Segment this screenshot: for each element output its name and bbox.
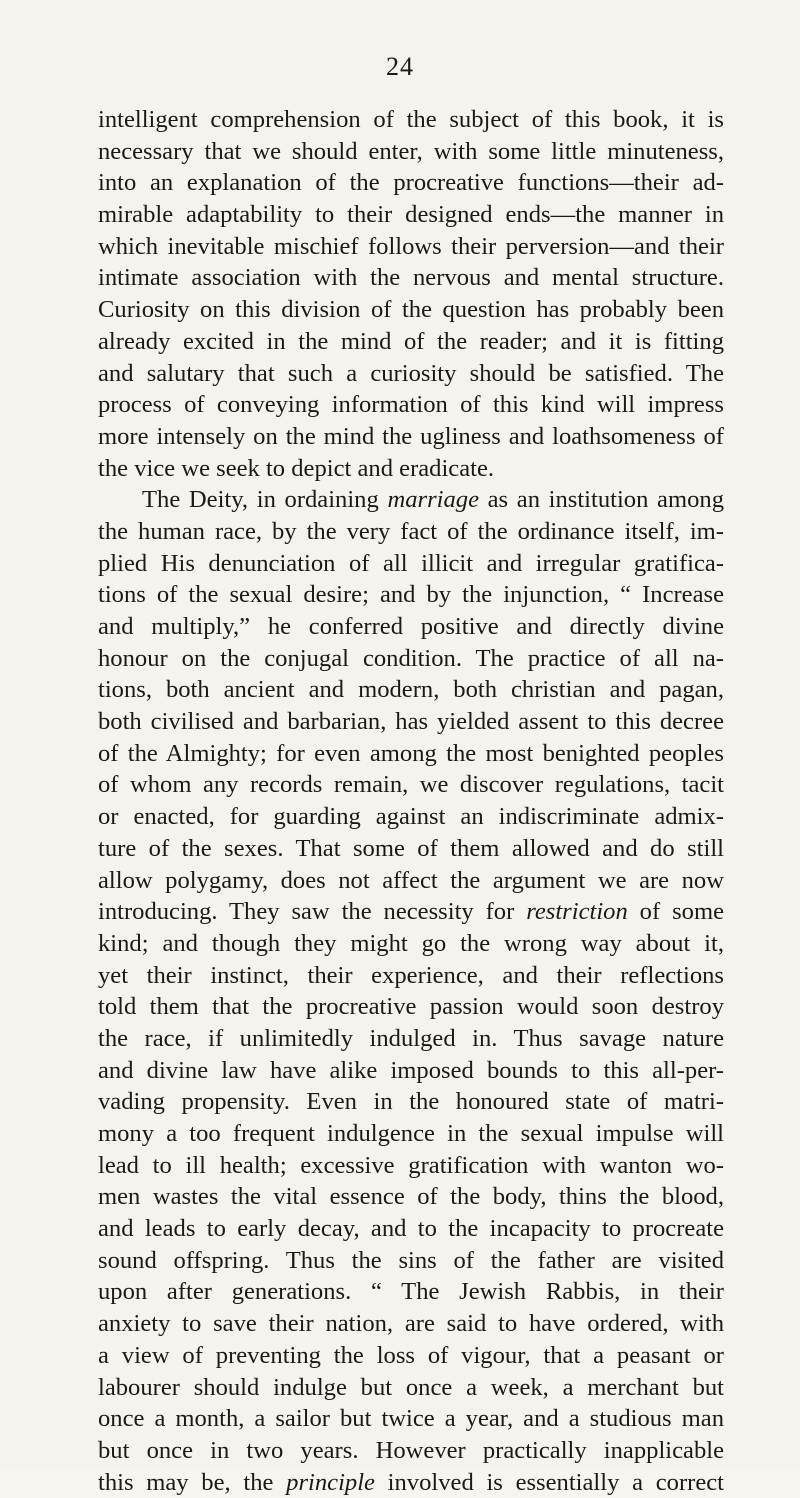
text-line: The Deity, in ordaining marriage as an institution among [142,486,724,514]
text-line: men wastes the vital essence of the body, thins the blood, [98,1183,724,1211]
text-line: but once in two years. However practically inapplicable [98,1436,724,1464]
text-line: a view of preventing the loss of vigour, that a peasant or [98,1341,724,1369]
italic-word: restriction [526,898,628,926]
text-line: kind; and though they might go the wrong way about it, [98,929,724,957]
text-line: Curiosity on this division of the question has probably been [98,296,724,324]
text-line: into an explanation of the procreative functions—their ad- [98,169,724,197]
text-line: told them that the procreative passion would soon destroy [98,993,724,1021]
text-line: yet their instinct, their experience, and their reflections [98,961,724,989]
text-line: honour on the conjugal condition. The practice of all na- [98,644,724,672]
text-line: the human race, by the very fact of the ordinance itself, im- [98,517,724,545]
text-line: more intensely on the mind the ugliness and loathsomeness of [98,422,724,450]
text-line: process of conveying information of this kind will impress [98,391,724,419]
text-line: anxiety to save their nation, are said to have ordered, with [98,1310,724,1338]
text-line: once a month, a sailor but twice a year, and a studious man [98,1405,724,1433]
text-line: sound offspring. Thus the sins of the father are visited [98,1246,724,1274]
text-line: mirable adaptability to their designed ends—the manner in [98,201,724,229]
text-line: or enacted, for guarding against an indiscriminate admix- [98,803,724,831]
text-line: this may be, the principle involved is essentially a correct [98,1468,724,1496]
text-line: both civilised and barbarian, has yielded assent to this decree [98,708,724,736]
text-line: vading propensity. Even in the honoured state of matri- [98,1088,724,1116]
text-line: plied His denunciation of all illicit and irregular gratifica- [98,549,724,577]
text-line: lead to ill health; excessive gratification with wanton wo- [98,1151,724,1179]
italic-word: principle [286,1468,375,1496]
text-line: and divine law have alike imposed bounds to this all-per- [98,1056,724,1084]
text-line: allow polygamy, does not affect the argument we are now [98,866,724,894]
text-line: and leads to early decay, and to the incapacity to procreate [98,1215,724,1243]
text-line: which inevitable mischief follows their perversion—and their [98,232,724,260]
text-line: and salutary that such a curiosity should be satisfied. The [98,359,724,387]
text-line: the race, if unlimitedly indulged in. Thus savage nature [98,1024,724,1052]
text-line: and multiply,” he conferred positive and directly divine [98,613,724,640]
text-line: tions, both ancient and modern, both christian and pagan, [98,676,724,704]
text-line: intelligent comprehension of the subject of this book, it is [98,106,724,133]
page-number: 24 [386,52,414,81]
text-line: mony a too frequent indulgence in the sexual impulse will [98,1120,724,1147]
text-line: intimate association with the nervous and mental structure. [98,264,724,292]
text-line: of the Almighty; for even among the most benighted peoples [98,739,724,767]
text-line: ture of the sexes. That some of them allowed and do still [98,834,724,862]
text-line: necessary that we should enter, with some little minuteness, [98,137,724,165]
italic-word: marriage [387,486,479,514]
text-line: labourer should indulge but once a week, a merchant but [98,1373,724,1401]
text-line: upon after generations. “ The Jewish Rabbis, in their [98,1278,724,1306]
text-line: of whom any records remain, we discover regulations, tacit [98,771,724,799]
text-line: the vice we seek to depict and eradicate. [98,454,495,482]
text-line: introducing. They saw the necessity for restriction of some [98,898,724,926]
body-text [98,104,724,1498]
text-line: tions of the sexual desire; and by the injunction, “ Increase [98,581,724,609]
text-line: already excited in the mind of the reader; and it is fitting [98,327,724,355]
